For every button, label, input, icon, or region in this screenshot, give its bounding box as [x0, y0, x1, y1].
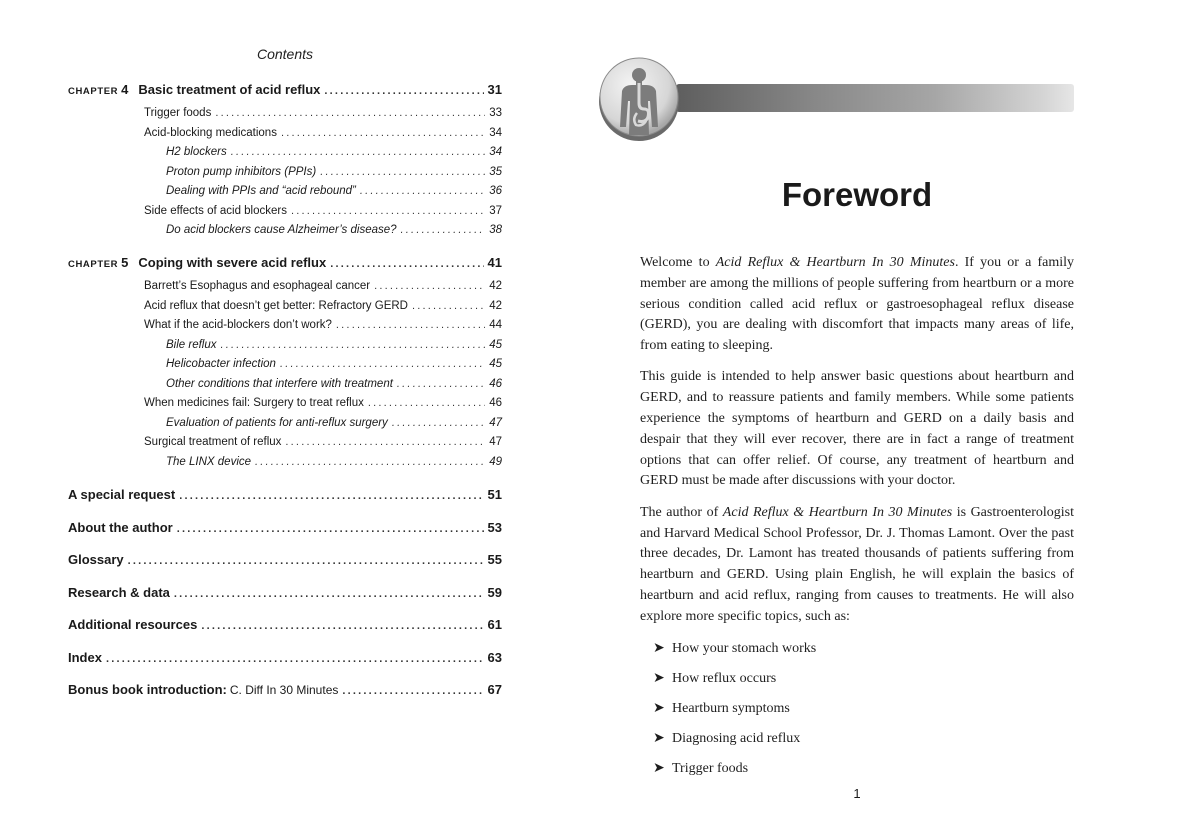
toc-page-number: 55 [487, 552, 502, 567]
toc-entry[interactable] [68, 300, 502, 312]
toc-subentry[interactable] [68, 166, 502, 178]
toc-page-number: 33 [489, 107, 502, 119]
toc-leader [360, 185, 485, 197]
toc-leader [397, 378, 485, 390]
toc-entry-subtitle: C. Diff In 30 Minutes [229, 683, 339, 697]
toc-page-number: 42 [489, 299, 502, 312]
toc-leader [342, 685, 483, 697]
toc-leader [285, 436, 485, 448]
toc-page-number: 41 [487, 255, 502, 270]
toc-page-number: 34 [489, 126, 502, 139]
human-torso-digestive-icon [598, 55, 684, 143]
toc-section[interactable] [68, 487, 502, 502]
book-title-italic: Acid Reflux & Heartburn In 30 Minutes [722, 504, 953, 520]
toc-page-number: 67 [487, 682, 502, 697]
foreword-paragraph-2: This guide is intended to help answer basic questions about heartburn and GERD, and to reassure patients and family members. While some patients experience the symptoms of heartburn and GERD on a daily basis and despair that they will ever recover, there are in fact a range of treatment options that can offer relief. Of course, any treatment of heartburn and GERD must be made after discussions with your doctor. [640, 369, 1074, 489]
toc-bonus[interactable] [68, 682, 502, 697]
toc-page-number: 36 [489, 185, 502, 197]
toc-leader [374, 280, 485, 292]
toc-leader [255, 456, 485, 468]
toc-chapter-4[interactable] [68, 82, 502, 97]
foreword-body [640, 253, 1074, 788]
list-item-text: Heartburn symptoms [672, 701, 790, 717]
toc-entry-title: About the author [68, 520, 173, 535]
toc-subentry[interactable] [68, 224, 502, 236]
toc-entry-title: The LINX device [166, 455, 252, 468]
foreword-paragraph-3 [640, 503, 1074, 628]
list-item-text: How reflux occurs [672, 671, 777, 687]
toc-entry-title: What if the acid-blockers don’t work? [144, 319, 332, 331]
toc-subentry[interactable] [68, 417, 502, 429]
foreword-title: Foreword [781, 176, 933, 213]
toc-entry-title: Glossary [68, 552, 124, 567]
toc-entry-title: Bile reflux [166, 338, 217, 351]
contents-header: Contents [256, 46, 314, 62]
toc-leader [320, 166, 485, 178]
arrow-bullet-icon: ➤ [653, 760, 665, 777]
toc-page-number: 44 [489, 319, 502, 331]
toc-entry-title: Dealing with PPIs and “acid rebound” [166, 185, 356, 197]
toc-entry[interactable] [68, 397, 502, 409]
list-item-text: Diagnosing acid reflux [672, 731, 801, 747]
toc-entry-title: Index [68, 650, 102, 665]
text-run: The author of [640, 504, 723, 520]
toc-leader [330, 258, 483, 270]
chapter-title: Basic treatment of acid reflux [138, 82, 321, 97]
toc-page-number: 59 [487, 585, 502, 600]
toc-subentry[interactable] [68, 378, 502, 390]
page-number: 1 [853, 786, 861, 801]
toc-leader [231, 146, 485, 158]
toc-subentry[interactable] [68, 456, 502, 468]
toc-entry[interactable] [68, 127, 502, 139]
arrow-bullet-icon: ➤ [653, 730, 665, 747]
text-run: . If you or a family member are among the millions of people suffering from heartburn or a more serious condition called acid reflux or gastroesophageal reflux disease (GERD), you are dealing with discomfort that impacts many areas of life, from eating to sleeping. [640, 255, 1075, 354]
toc-entry-title: When medicines fail: Surgery to treat reflux [144, 397, 364, 409]
toc-entry-title: Side effects of acid blockers [144, 204, 287, 217]
list-item [640, 728, 1074, 758]
toc-leader [392, 417, 485, 429]
list-item [640, 668, 1074, 698]
toc-page-number: 31 [487, 82, 502, 97]
list-item-text: Trigger foods [672, 761, 749, 777]
toc-leader [336, 319, 485, 331]
toc-entry-title: Trigger foods [144, 107, 212, 119]
toc-section[interactable] [68, 585, 502, 600]
toc-entry-title: Do acid blockers cause Alzheimer’s disease? [166, 224, 397, 236]
toc-leader [291, 205, 485, 217]
chapter-banner-bar [676, 84, 1074, 112]
toc-page-number: 38 [489, 224, 502, 236]
toc-page-number: 34 [489, 146, 502, 158]
toc-entry-title: H2 blockers [166, 146, 227, 158]
chapter-number: 5 [121, 255, 129, 270]
toc-entry-title: Other conditions that interfere with treatment [166, 377, 393, 390]
toc-entry[interactable] [68, 107, 502, 119]
foreword-paragraph-1 [640, 253, 1074, 357]
toc-page-number: 35 [489, 165, 502, 178]
toc-leader [128, 555, 484, 567]
toc-entry-title: Helicobacter infection [166, 358, 276, 370]
toc-page-number: 45 [489, 338, 502, 351]
chapter-label: CHAPTER [68, 86, 119, 97]
toc-page-number: 47 [489, 416, 502, 429]
chapter-label: CHAPTER [68, 259, 119, 270]
toc-leader [201, 620, 483, 632]
toc-entry-title: Acid reflux that doesn’t get better: Refractory GERD [144, 299, 408, 312]
toc-entry[interactable] [68, 205, 502, 217]
chapter-number: 4 [121, 82, 129, 97]
toc-section[interactable] [68, 552, 502, 567]
toc-section[interactable] [68, 650, 502, 665]
toc-subentry[interactable] [68, 146, 502, 158]
toc-entry-title: A special request [68, 487, 176, 502]
toc-leader [412, 300, 485, 312]
topic-list [640, 638, 1074, 788]
book-title-italic: Acid Reflux & Heartburn In 30 Minutes [715, 255, 955, 270]
toc-page-number: 51 [487, 487, 502, 502]
toc-page-number: 53 [487, 520, 502, 535]
toc-page-number: 49 [489, 455, 502, 468]
toc-entry-title: Evaluation of patients for anti-reflux surgery [166, 416, 388, 429]
toc-leader [401, 224, 486, 236]
toc-entry-title: Acid-blocking medications [144, 126, 277, 139]
toc-chapter-5[interactable] [68, 255, 502, 270]
toc-leader [280, 358, 485, 370]
list-item [640, 758, 1074, 788]
toc-entry-title: Barrett’s Esophagus and esophageal cancer [144, 280, 371, 292]
toc-entry-title: Surgical treatment of reflux [144, 436, 282, 448]
text-run: is Gastroenterologist and Harvard Medical School Professor, Dr. J. Thomas Lamont. Over the past three decades, Dr. Lamont has treated thousands of patients suffering from heartburn and GERD. Using plain English, he will explain the basics of heartburn and acid reflux, ranging from causes to treatments. He will also explore more specific topics, such as: [640, 504, 1074, 624]
list-item [640, 698, 1074, 728]
toc-page-number: 46 [489, 377, 502, 390]
toc-page-number: 45 [489, 358, 502, 370]
toc-entry[interactable] [68, 280, 502, 292]
toc-page-number: 61 [487, 617, 502, 632]
arrow-bullet-icon: ➤ [653, 640, 665, 657]
toc-page-number: 42 [489, 280, 502, 292]
list-item-text: How your stomach works [672, 641, 817, 657]
toc-entry-title: Additional resources [68, 617, 198, 632]
toc-subentry[interactable] [68, 358, 502, 370]
arrow-bullet-icon: ➤ [653, 700, 665, 717]
toc-subentry[interactable] [68, 185, 502, 197]
toc-page-number: 46 [489, 397, 502, 409]
toc-leader [215, 107, 485, 119]
toc-entry-title: Bonus book introduction: [68, 682, 227, 697]
toc-leader [281, 127, 485, 139]
chapter-title: Coping with severe acid reflux [138, 255, 327, 270]
toc-page-number: 47 [489, 436, 502, 448]
list-item [640, 638, 1074, 668]
toc-leader [179, 490, 483, 502]
arrow-bullet-icon: ➤ [653, 670, 665, 687]
toc-section[interactable] [68, 617, 502, 632]
toc-entry-title: Proton pump inhibitors (PPIs) [166, 165, 317, 178]
toc-subentry[interactable] [68, 339, 502, 351]
toc-entry[interactable] [68, 436, 502, 448]
text-run: Welcome to [640, 255, 716, 270]
toc-leader [368, 397, 485, 409]
contents-page [0, 0, 588, 837]
toc-leader [324, 85, 483, 97]
toc-page-number: 37 [489, 204, 502, 217]
toc-entry[interactable] [68, 319, 502, 331]
toc-page-number: 63 [487, 650, 502, 665]
toc-section[interactable] [68, 520, 502, 535]
toc-leader [174, 588, 484, 600]
toc-entry-title: Research & data [68, 585, 170, 600]
toc-leader [177, 523, 484, 535]
toc-leader [221, 339, 486, 351]
toc-leader [106, 653, 484, 665]
